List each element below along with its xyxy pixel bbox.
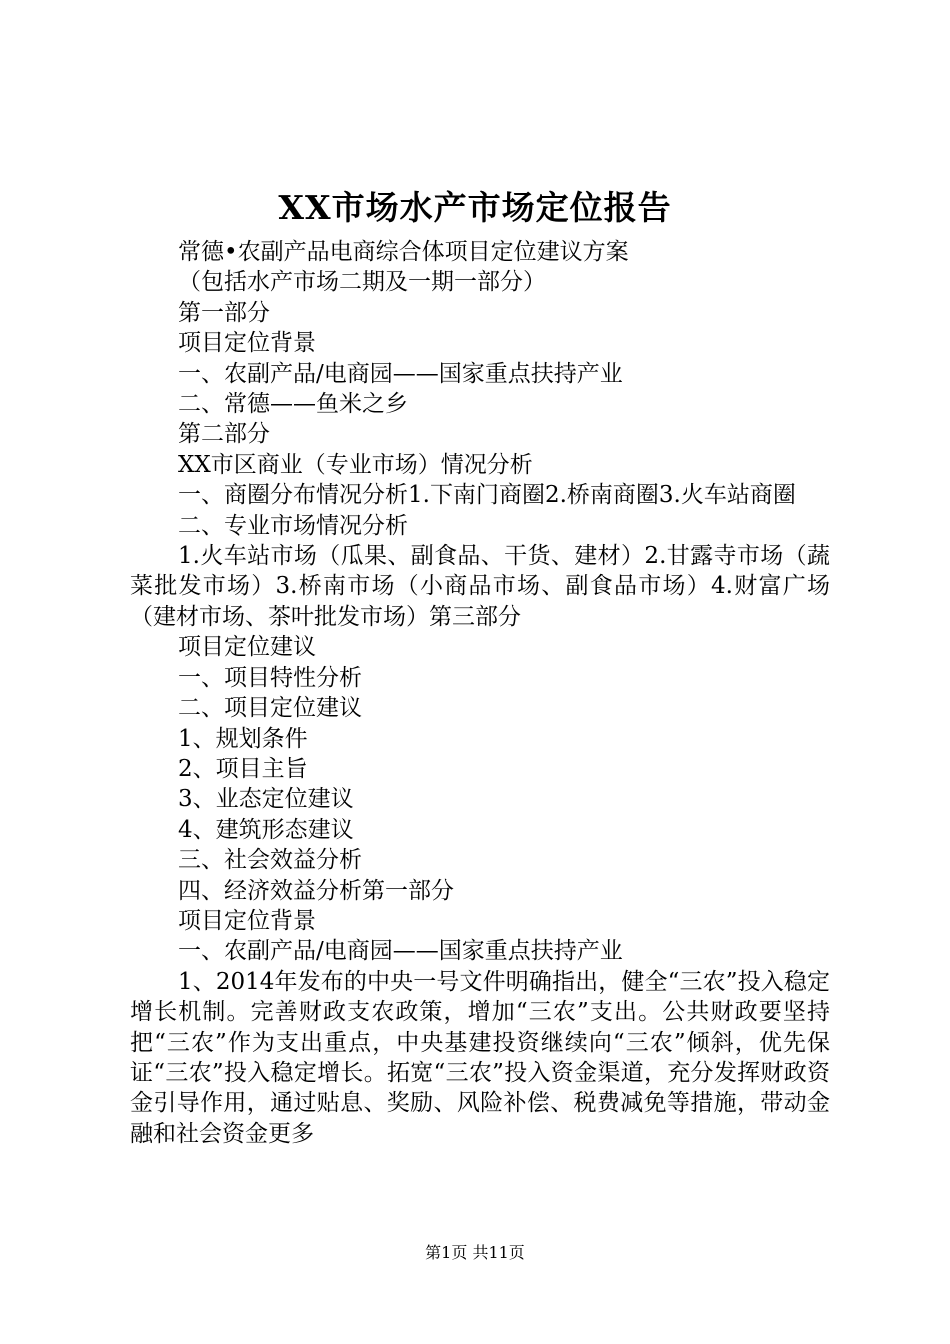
paragraph: 常德•农副产品电商综合体项目定位建议方案 (178, 239, 629, 265)
paragraph: 三、社会效益分析 (178, 847, 362, 874)
paragraph: 二、项目定位建议 (178, 695, 362, 722)
paragraph: 第二部分 (178, 421, 270, 448)
paragraph: 四、经济效益分析第一部分 (178, 877, 454, 904)
paragraph: 1.火车站市场（瓜果、副食品、干货、建材）2.甘露寺市场（蔬菜批发市场）3.桥南市场（小商品市场、副食品市场）4.财富广场（建材市场、茶叶批发市场）第三部分 (130, 543, 830, 630)
page-footer: 第1页 共11页 (425, 1243, 525, 1262)
document-title: XX市场水产市场定位报告 (278, 188, 672, 227)
paragraph: 3、业态定位建议 (178, 786, 354, 813)
paragraph: XX市区商业（专业市场）情况分析 (178, 451, 533, 478)
paragraph: 1、规划条件 (178, 725, 308, 752)
paragraph: 2、项目主旨 (178, 755, 308, 782)
paragraph: 1、2014年发布的中央一号文件明确指出，健全“三农”投入稳定增长机制。完善财政支农政策，增加“三农”支出。公共财政要坚持把“三农”作为支出重点，中央基建投资继续向“三农”倾斜，优先保证“三农”投入稳定增长。拓宽“三农”投入资金渠道，充分发挥财政资金引导作用，通过贴息、奖励、风险补偿、税费减免等措施，带动金融和社会资金更多 (130, 968, 830, 1147)
paragraph: 4、建筑形态建议 (178, 816, 354, 843)
paragraph: 项目定位背景 (178, 330, 316, 357)
paragraph: 一、项目特性分析 (178, 664, 362, 691)
paragraph: 项目定位背景 (178, 907, 316, 934)
paragraph: 一、农副产品/电商园——国家重点扶持产业 (178, 360, 623, 387)
paragraph: 一、商圈分布情况分析1.下南门商圈2.桥南商圈3.火车站商圈 (178, 482, 796, 509)
paragraph: 一、农副产品/电商园——国家重点扶持产业 (178, 938, 623, 965)
paragraph: 第一部分 (178, 299, 270, 326)
paragraph: 二、专业市场情况分析 (178, 512, 408, 539)
paragraph: 二、常德——鱼米之乡 (178, 391, 408, 418)
paragraph: 项目定位建议 (178, 634, 316, 661)
paragraph: （包括水产市场二期及一期一部分） (178, 269, 546, 296)
document-body (130, 237, 830, 1149)
